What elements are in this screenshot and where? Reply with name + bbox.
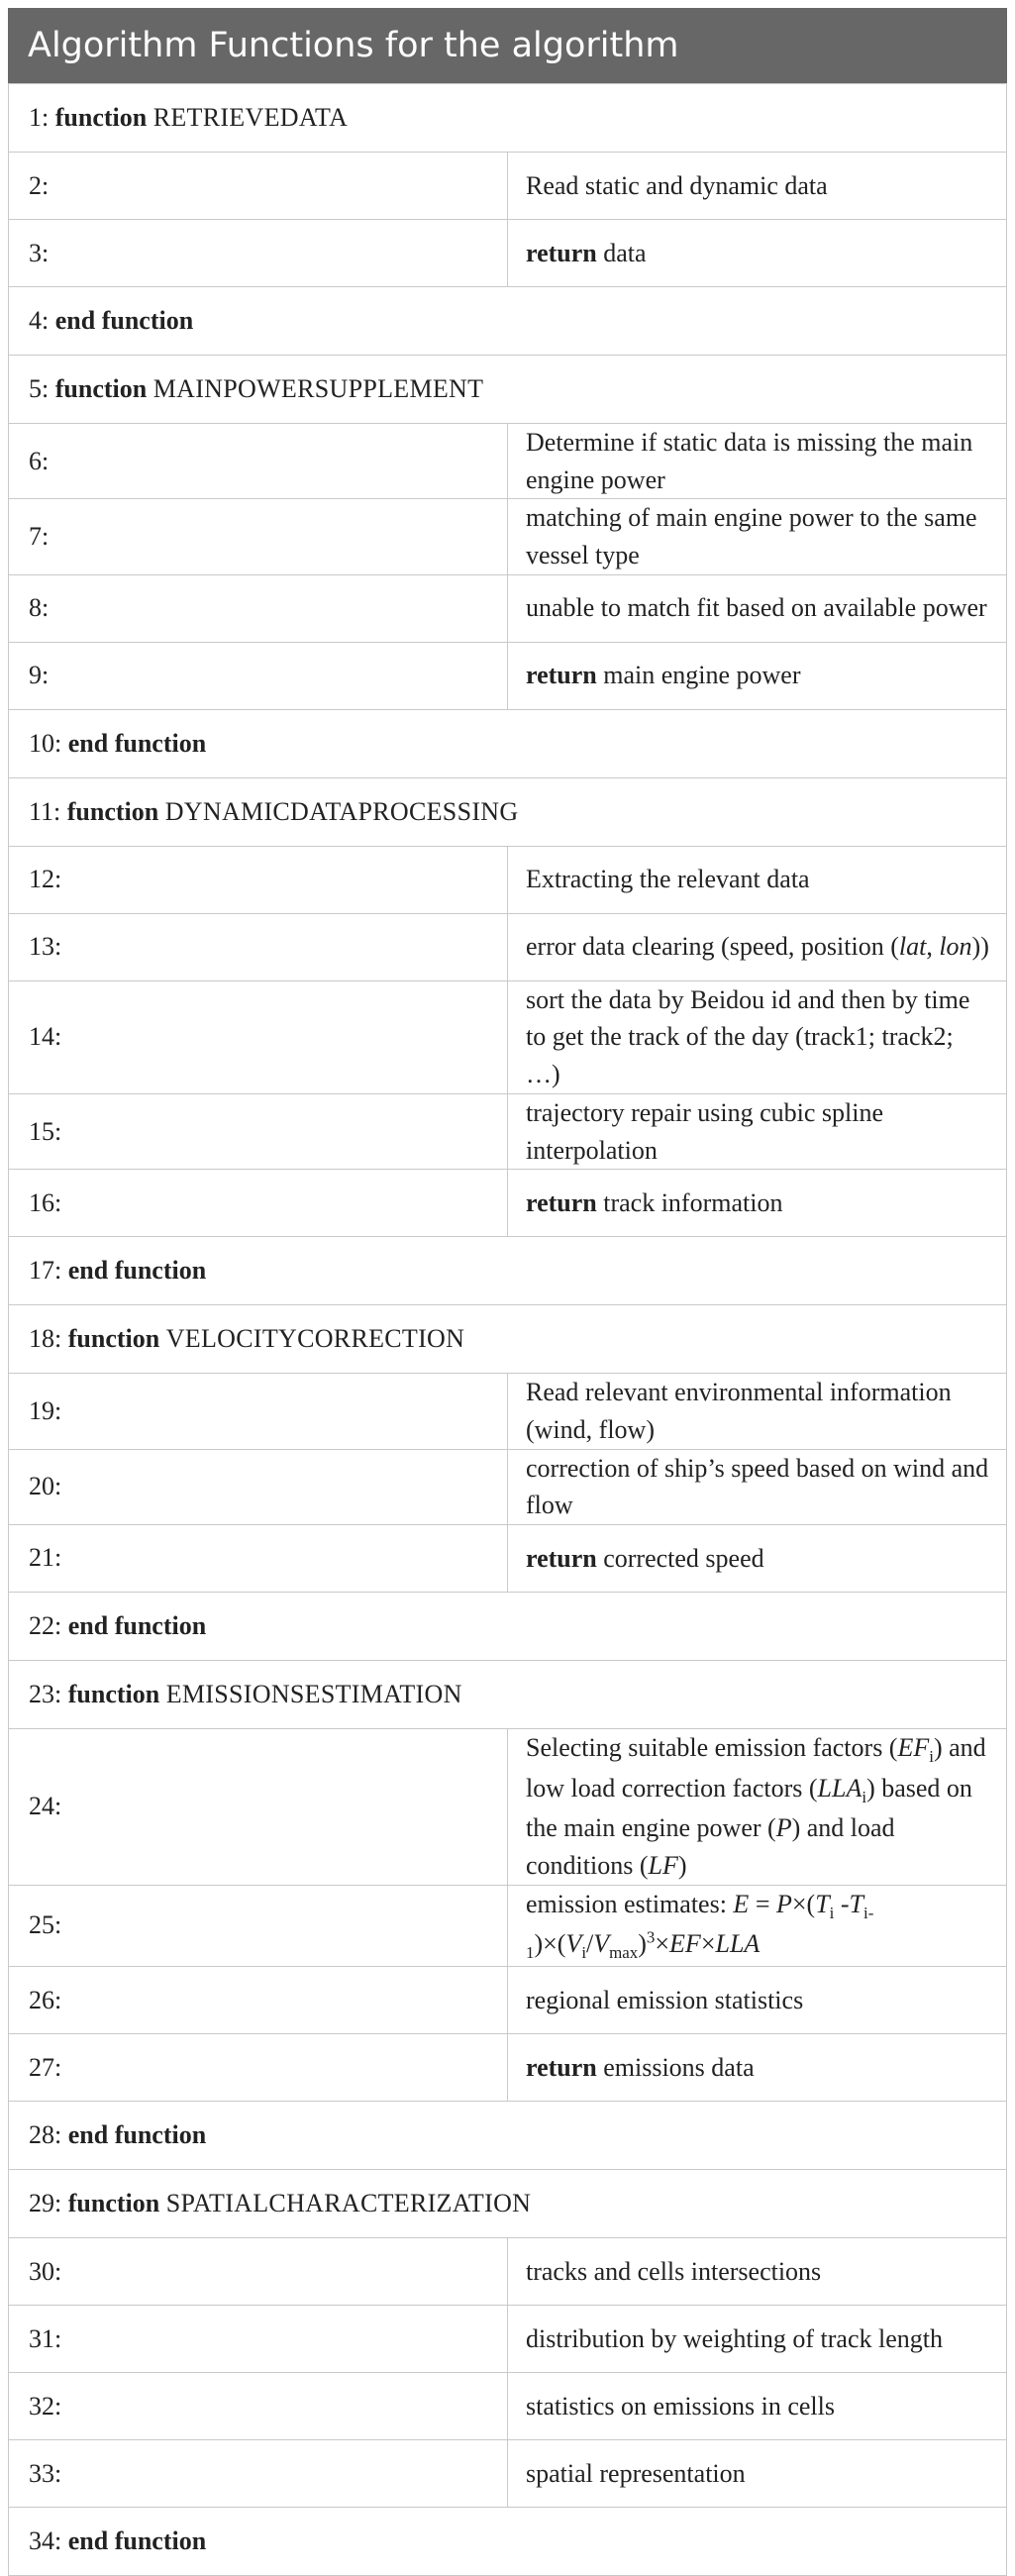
line-number: 2:: [9, 153, 508, 220]
table-row: [9, 2034, 1007, 2102]
function-start: 23: function EMISSIONSESTIMATION: [9, 1660, 1007, 1728]
table-row: [9, 1885, 1007, 1966]
line-text: matching of main engine power to the same vessel type: [508, 499, 1007, 574]
function-end: 4: end function: [9, 287, 1007, 356]
line-text: Extracting the relevant data: [508, 846, 1007, 913]
table-row: [9, 2373, 1007, 2440]
line-number: 7:: [9, 499, 508, 574]
line-text: Read relevant environmental information (wind, flow): [508, 1374, 1007, 1449]
function-start: 11: function DYNAMICDATAPROCESSING: [9, 777, 1007, 846]
table-row: [9, 913, 1007, 980]
function-end: 17: end function: [9, 1237, 1007, 1305]
table-row: [9, 1449, 1007, 1524]
table-row: [9, 1093, 1007, 1169]
function-end: 22: end function: [9, 1592, 1007, 1660]
line-text: return emissions data: [508, 2034, 1007, 2102]
function-end: 28: end function: [9, 2102, 1007, 2170]
function-start: 1: function RETRIEVEDATA: [9, 84, 1007, 153]
line-text: trajectory repair using cubic spline interpolation: [508, 1093, 1007, 1169]
line-number: 9:: [9, 642, 508, 709]
table-row: [9, 2238, 1007, 2306]
algorithm-table: [8, 83, 1007, 2576]
line-text: error data clearing (speed, position (lat, lon)): [508, 913, 1007, 980]
line-number: 32:: [9, 2373, 508, 2440]
line-text: Selecting suitable emission factors $(EF_i)$ and low load correction factors $(LLA_i)$ based on the main engine power (P) and load conditions (LF): [508, 1728, 1007, 1885]
line-text: regional emission statistics: [508, 1967, 1007, 2034]
table-row: [9, 1170, 1007, 1237]
table-row: [9, 1305, 1007, 1374]
function-start: 29: function SPATIALCHARACTERIZATION: [9, 2170, 1007, 2238]
line-text: sort the data by Beidou id and then by time to get the track of the day (track1; track2; …): [508, 980, 1007, 1093]
equation: emission estimates: $E = P\times(T_i$ $-T_{i-1})\times(V_i/V_{max})^3\times EF\times LLA$: [508, 1885, 1007, 1966]
line-text: Read static and dynamic data: [508, 153, 1007, 220]
function-end: 34: end function: [9, 2508, 1007, 2576]
line-text: return main engine power: [508, 642, 1007, 709]
table-row: [9, 846, 1007, 913]
table-row: [9, 220, 1007, 287]
table-row: [9, 709, 1007, 777]
table-row: [9, 2508, 1007, 2576]
line-number: 15:: [9, 1093, 508, 1169]
algorithm-table-container: [8, 8, 1007, 2576]
line-text: spatial representation: [508, 2440, 1007, 2508]
table-row: [9, 84, 1007, 153]
line-number: 6:: [9, 424, 508, 499]
table-row: [9, 1374, 1007, 1449]
table-row: [9, 2306, 1007, 2373]
line-number: 24:: [9, 1728, 508, 1885]
line-text: Determine if static data is missing the main engine power: [508, 424, 1007, 499]
line-number: 20:: [9, 1449, 508, 1524]
table-row: [9, 1728, 1007, 1885]
line-number: 25:: [9, 1885, 508, 1966]
function-start: 5: function MAINPOWERSUPPLEMENT: [9, 356, 1007, 424]
table-row: [9, 980, 1007, 1093]
line-text: statistics on emissions in cells: [508, 2373, 1007, 2440]
line-text: distribution by weighting of track length: [508, 2306, 1007, 2373]
table-row: [9, 777, 1007, 846]
line-number: 3:: [9, 220, 508, 287]
table-row: [9, 1237, 1007, 1305]
line-number: 19:: [9, 1374, 508, 1449]
table-row: [9, 356, 1007, 424]
table-row: [9, 153, 1007, 220]
function-start: 18: function VELOCITYCORRECTION: [9, 1305, 1007, 1374]
table-row: [9, 499, 1007, 574]
table-row: [9, 642, 1007, 709]
table-row: [9, 1660, 1007, 1728]
table-row: [9, 2102, 1007, 2170]
table-row: [9, 1967, 1007, 2034]
line-text: unable to match fit based on available power: [508, 574, 1007, 642]
line-number: 26:: [9, 1967, 508, 2034]
function-end: 10: end function: [9, 709, 1007, 777]
line-number: 27:: [9, 2034, 508, 2102]
line-number: 13:: [9, 913, 508, 980]
line-number: 21:: [9, 1524, 508, 1592]
table-row: [9, 2440, 1007, 2508]
table-row: [9, 2170, 1007, 2238]
line-text: return track information: [508, 1170, 1007, 1237]
table-row: [9, 574, 1007, 642]
line-text: correction of ship’s speed based on wind and flow: [508, 1449, 1007, 1524]
line-number: 31:: [9, 2306, 508, 2373]
table-row: [9, 1524, 1007, 1592]
line-number: 8:: [9, 574, 508, 642]
line-number: 33:: [9, 2440, 508, 2508]
table-row: [9, 287, 1007, 356]
line-number: 14:: [9, 980, 508, 1093]
table-row: [9, 1592, 1007, 1660]
line-number: 30:: [9, 2238, 508, 2306]
line-text: return corrected speed: [508, 1524, 1007, 1592]
line-text: tracks and cells intersections: [508, 2238, 1007, 2306]
line-text: return data: [508, 220, 1007, 287]
table-row: [9, 424, 1007, 499]
table-title: Algorithm Functions for the algorithm: [8, 8, 1007, 83]
line-number: 12:: [9, 846, 508, 913]
line-number: 16:: [9, 1170, 508, 1237]
